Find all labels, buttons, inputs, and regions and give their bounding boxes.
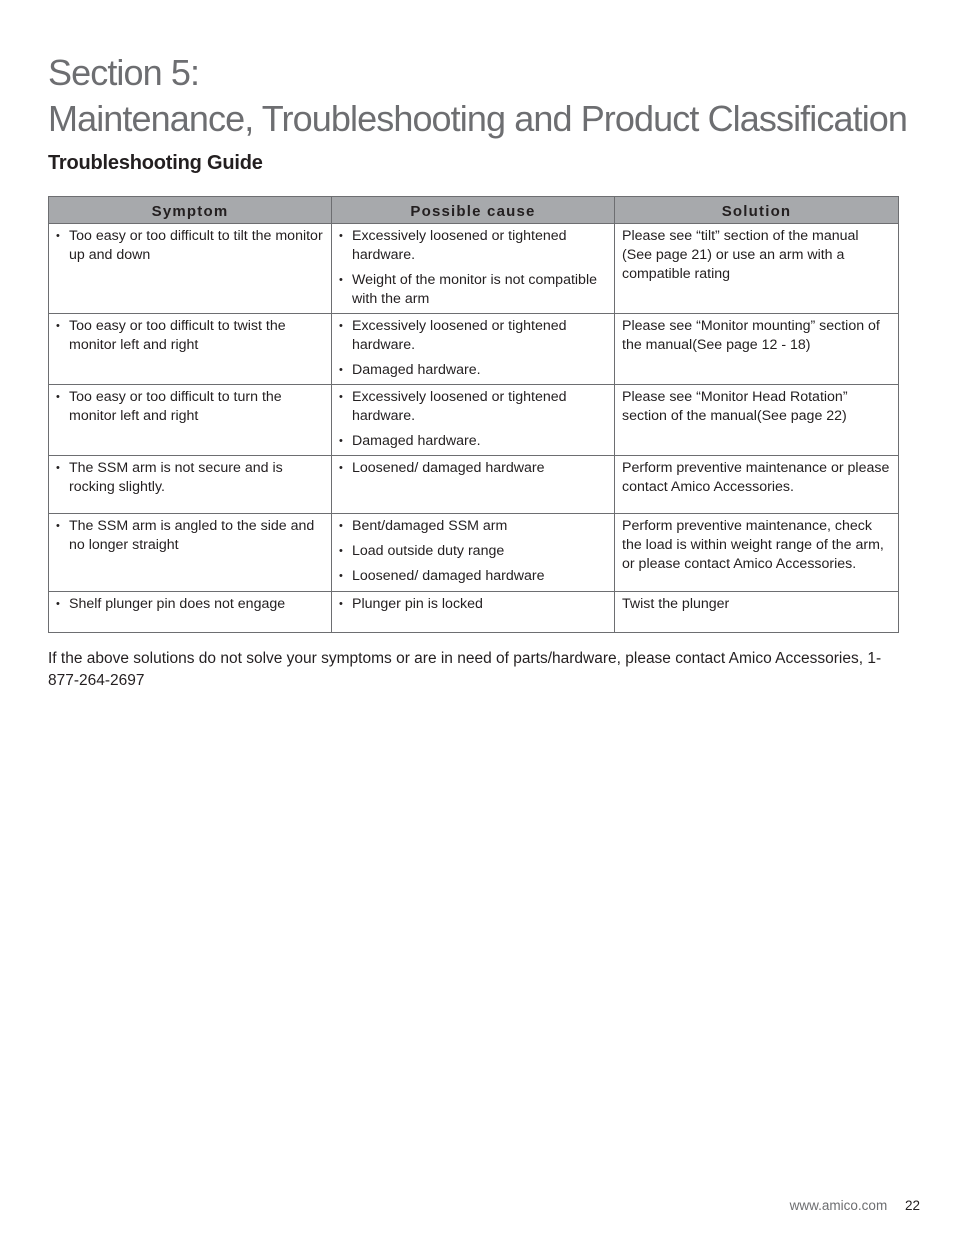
- cause-item: • Excessively loosened or tightened hardware.: [338, 317, 608, 355]
- symptom-item: • Shelf plunger pin does not engage: [55, 595, 325, 614]
- troubleshooting-table: [48, 196, 899, 633]
- symptom-item: • Too easy or too difficult to tilt the monitor up and down: [55, 227, 325, 265]
- section-subtitle: Troubleshooting Guide: [48, 152, 263, 174]
- cause-cell: [332, 314, 615, 385]
- cause-item: • Damaged hardware.: [338, 432, 608, 451]
- table-header-row: [49, 197, 899, 224]
- cause-cell: [332, 385, 615, 456]
- cause-item: • Loosened/ damaged hardware: [338, 567, 608, 586]
- cause-item: • Loosened/ damaged hardware: [338, 459, 608, 478]
- cause-cell: [332, 456, 615, 514]
- cause-item: • Excessively loosened or tightened hardware.: [338, 388, 608, 426]
- cause-item: • Weight of the monitor is not compatible with the arm: [338, 271, 608, 309]
- page-footer: [790, 1198, 920, 1213]
- table-row: [49, 456, 899, 514]
- solution-cell: Perform preventive maintenance or please contact Amico Accessories.: [615, 456, 899, 514]
- cause-item: • Plunger pin is locked: [338, 595, 608, 614]
- cause-item: • Excessively loosened or tightened hardware.: [338, 227, 608, 265]
- page-title-line-1: Section 5:: [48, 52, 200, 93]
- cause-cell: [332, 592, 615, 633]
- symptom-item: • Too easy or too difficult to twist the monitor left and right: [55, 317, 325, 355]
- symptom-cell: [49, 314, 332, 385]
- cause-cell: [332, 514, 615, 592]
- header-solution: Solution: [615, 197, 899, 224]
- header-symptom: Symptom: [49, 197, 332, 224]
- contact-note: If the above solutions do not solve your symptoms or are in need of parts/hardware, please contact Amico Accessories, 1-877-264-2697: [48, 650, 882, 689]
- symptom-item: • Too easy or too difficult to turn the monitor left and right: [55, 388, 325, 426]
- table-row: [49, 385, 899, 456]
- symptom-item: • The SSM arm is not secure and is rocking slightly.: [55, 459, 325, 497]
- cause-item: • Damaged hardware.: [338, 361, 608, 380]
- symptom-cell: [49, 592, 332, 633]
- table-row: [49, 514, 899, 592]
- solution-cell: Please see “Monitor mounting” section of the manual(See page 12 - 18): [615, 314, 899, 385]
- table-row: [49, 592, 899, 633]
- page-title: [48, 50, 907, 142]
- symptom-cell: [49, 385, 332, 456]
- solution-cell: Perform preventive maintenance, check the load is within weight range of the arm, or please contact Amico Accessories.: [615, 514, 899, 592]
- cause-item: • Load outside duty range: [338, 542, 608, 561]
- symptom-cell: [49, 514, 332, 592]
- footer-url: www.amico.com: [789, 1198, 888, 1213]
- page-number: 22: [904, 1198, 920, 1213]
- symptom-cell: [49, 456, 332, 514]
- solution-cell: Twist the plunger: [615, 592, 899, 633]
- table-row: [49, 314, 899, 385]
- header-possible-cause: Possible cause: [332, 197, 615, 224]
- cause-item: • Bent/damaged SSM arm: [338, 517, 608, 536]
- page-title-line-2: Maintenance, Troubleshooting and Product Classification: [48, 98, 908, 139]
- table-row: [49, 224, 899, 314]
- cause-cell: [332, 224, 615, 314]
- symptom-cell: [49, 224, 332, 314]
- solution-cell: Please see “tilt” section of the manual (See page 21) or use an arm with a compatible rating: [615, 224, 899, 314]
- symptom-item: • The SSM arm is angled to the side and no longer straight: [55, 517, 325, 555]
- solution-cell: Please see “Monitor Head Rotation” section of the manual(See page 22): [615, 385, 899, 456]
